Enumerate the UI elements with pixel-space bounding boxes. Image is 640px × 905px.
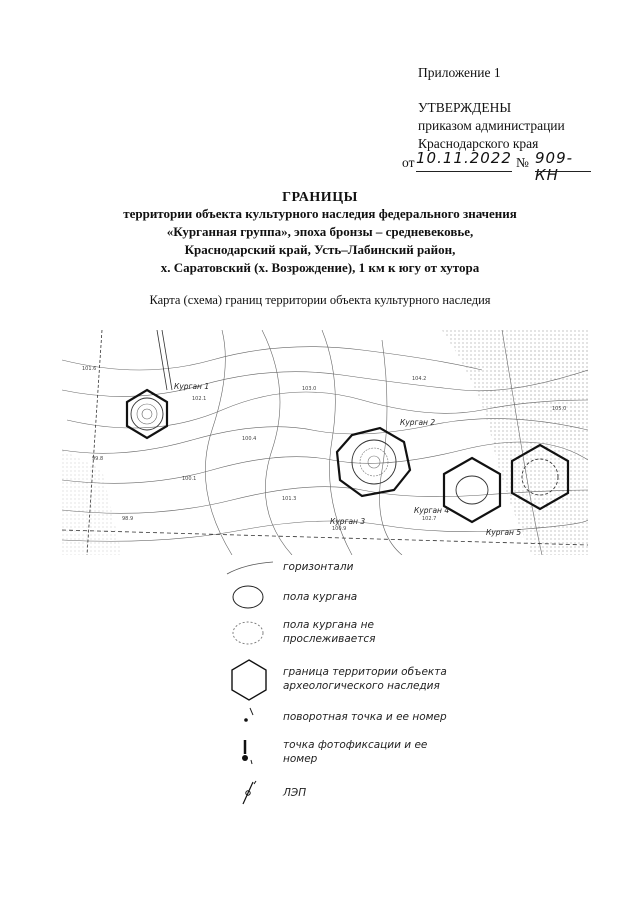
legend-label: точка фотофиксации и ее [283,739,428,751]
legend-item-mound-floor [225,584,525,610]
legend-item-power-line [225,780,525,806]
date-handwritten: 10.11.2022 [416,149,512,167]
legend-item-contours [225,558,525,578]
legend-label: горизонтали [283,561,354,573]
kurgan-4-label: Курган 4 [414,506,450,515]
contour-line-icon [225,558,275,578]
date-prefix: от [402,155,415,170]
kurgan-3-label: Курган 3 [330,517,366,526]
legend-item-boundary [225,658,525,702]
legend-label: граница территории объекта [283,666,447,678]
mound-floor-icon [230,584,266,610]
title-line-4: х. Саратовский (х. Возрождение), 1 км к югу от хутора [160,260,480,275]
photo-point-icon [239,738,259,766]
map-scheme [62,330,588,555]
turning-point-icon [239,706,259,728]
legend-label: пола кургана не [283,619,374,631]
power-line-icon [237,780,261,806]
kurgan-4-group [444,458,500,522]
legend-label: поворотная точка и ее номер [283,711,447,723]
number-prefix: № [516,155,529,170]
number-handwritten: 909-КН [535,149,574,184]
svg-text:100.9: 100.9 [332,526,347,532]
legend-item-photo-point [225,736,525,768]
kurgan-1-label: Курган 1 [174,382,210,391]
svg-text:100.4: 100.4 [242,436,257,442]
svg-text:103.0: 103.0 [302,386,317,392]
legend-item-mound-untraced [225,616,525,650]
svg-text:100.1: 100.1 [182,476,197,482]
mound-floor-untraced-icon [230,620,266,646]
legend-label: прослеживается [283,633,376,645]
kurgan-2-label: Курган 2 [400,418,436,427]
legend [225,558,525,808]
svg-text:102.1: 102.1 [192,396,207,402]
svg-text:101.3: 101.3 [282,496,297,502]
legend-label: ЛЭП [283,787,307,799]
kurgan-2-group [337,428,410,496]
svg-text:105.0: 105.0 [552,406,567,412]
approved-label: УТВЕРЖДЕНЫ [418,100,512,115]
svg-text:99.8: 99.8 [92,456,104,462]
order-line-1: приказом администрации [418,118,565,133]
map-subtitle: Карта (схема) границ территории объекта культурного наследия [149,293,491,307]
title-main: ГРАНИЦЫ [282,190,358,205]
hexagon-boundary-icon [229,658,269,702]
legend-label: пола кургана [283,591,358,603]
date-underline [416,171,512,172]
svg-text:104.2: 104.2 [412,376,427,382]
legend-label: номер [283,753,318,765]
title-line-3: Краснодарский край, Усть–Лабинский район, [184,242,456,257]
order-line-2: Краснодарского края [418,136,539,151]
svg-text:102.7: 102.7 [422,516,437,522]
title-line-1: территории объекта культурного наследия федерального значения [123,206,517,221]
legend-item-turning-point [225,706,525,728]
title-line-2: «Курганная группа», эпоха бронзы – средневековье, [166,224,474,239]
svg-text:98.9: 98.9 [122,516,134,522]
number-underline [535,171,591,172]
appendix-label: Приложение 1 [418,65,501,80]
map-canvas [62,330,588,555]
legend-label: археологического наследия [283,680,440,692]
order-date-line [402,149,592,184]
svg-text:101.6: 101.6 [82,366,97,372]
kurgan-1-group [127,390,167,438]
kurgan-5-label: Курган 5 [486,528,522,537]
